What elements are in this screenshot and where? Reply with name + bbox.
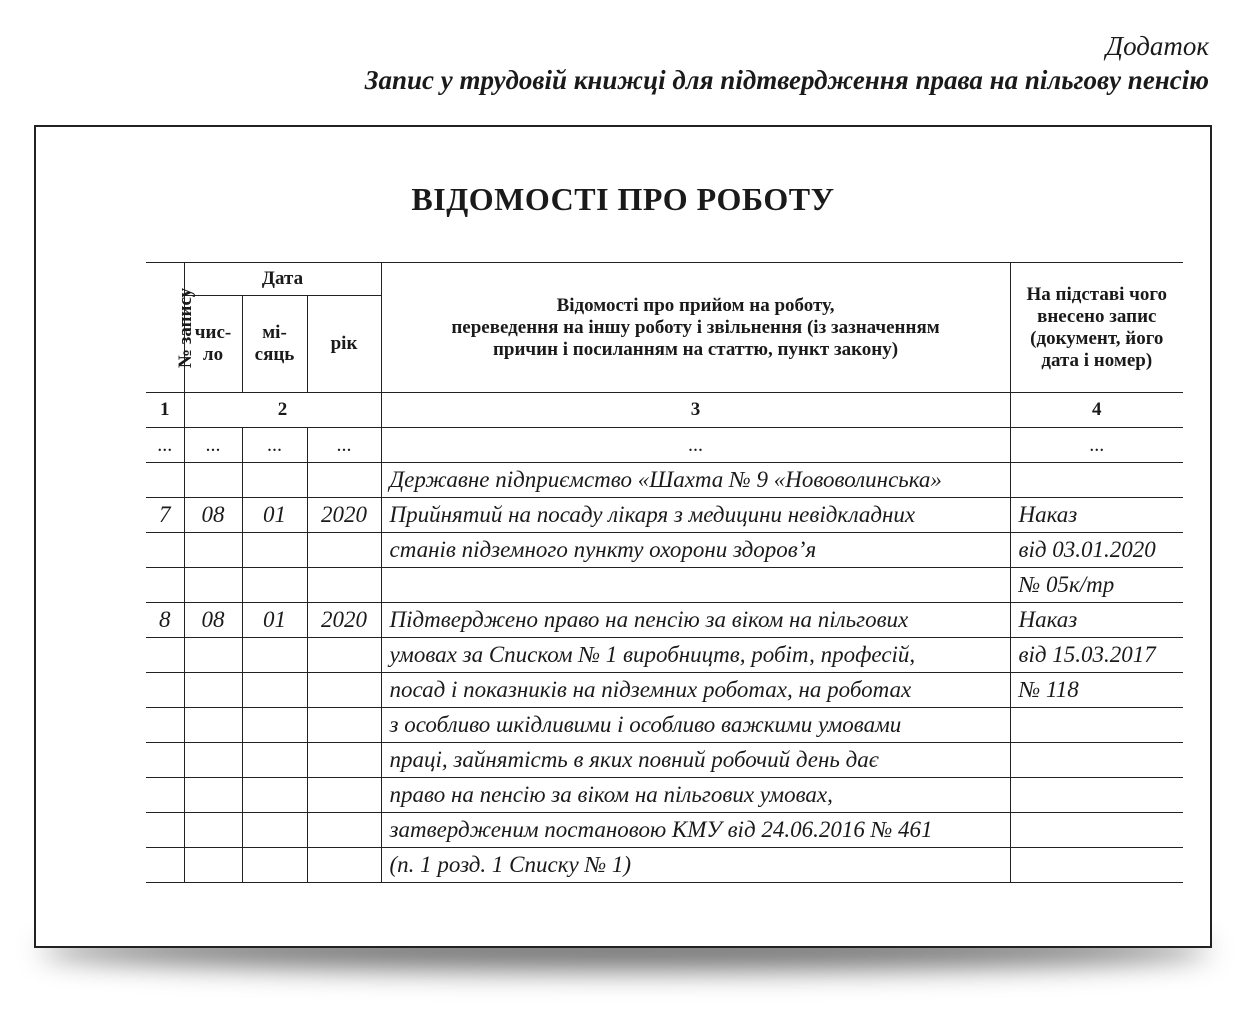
record-rows — [146, 463, 1183, 883]
day-cell: 08 — [184, 498, 242, 533]
table-row — [146, 498, 1183, 533]
table-row — [146, 533, 1183, 568]
month-cell — [242, 673, 307, 708]
table-row — [146, 463, 1183, 498]
workbook-sheet — [34, 125, 1212, 948]
column-number-3: 3 — [381, 393, 1010, 428]
details-cell: Підтверджено право на пенсію за віком на пільгових — [381, 603, 1010, 638]
header-row-top — [146, 263, 1183, 296]
basis-cell: від 03.01.2020 — [1010, 533, 1183, 568]
day-cell — [184, 743, 242, 778]
month-cell — [242, 463, 307, 498]
basis-cell: № 118 — [1010, 673, 1183, 708]
day-cell — [184, 813, 242, 848]
basis-cell — [1010, 778, 1183, 813]
month-cell — [242, 533, 307, 568]
ellipsis-cell: ... — [1010, 428, 1183, 463]
ellipsis-cell: ... — [307, 428, 381, 463]
year-cell — [307, 708, 381, 743]
header-month: мі- сяць — [242, 296, 307, 393]
record-no-cell — [146, 638, 184, 673]
day-cell — [184, 463, 242, 498]
header-date: Дата — [184, 263, 381, 296]
appendix-label: Додаток — [1105, 31, 1209, 61]
year-cell: 2020 — [307, 603, 381, 638]
table-row — [146, 778, 1183, 813]
basis-cell — [1010, 848, 1183, 883]
month-cell — [242, 848, 307, 883]
table-row — [146, 813, 1183, 848]
basis-cell — [1010, 708, 1183, 743]
details-cell: Прийнятий на посаду лікаря з медицини невідкладних — [381, 498, 1010, 533]
details-cell: станів підземного пункту охорони здоров’я — [381, 533, 1010, 568]
day-cell — [184, 638, 242, 673]
table-row — [146, 673, 1183, 708]
column-number-2: 2 — [184, 393, 381, 428]
month-cell: 01 — [242, 603, 307, 638]
table-row — [146, 603, 1183, 638]
record-no-cell — [146, 743, 184, 778]
year-cell — [307, 848, 381, 883]
details-cell: з особливо шкідливими і особливо важкими умовами — [381, 708, 1010, 743]
details-cell: затвердженим постановою КМУ від 24.06.2016 № 461 — [381, 813, 1010, 848]
day-cell — [184, 848, 242, 883]
record-no-cell — [146, 708, 184, 743]
day-cell — [184, 533, 242, 568]
basis-cell — [1010, 463, 1183, 498]
month-cell — [242, 638, 307, 673]
basis-cell: Наказ — [1010, 498, 1183, 533]
details-cell: праці, зайнятість в яких повний робочий день дає — [381, 743, 1010, 778]
details-cell: (п. 1 розд. 1 Списку № 1) — [381, 848, 1010, 883]
details-cell: посад і показників на підземних роботах, на роботах — [381, 673, 1010, 708]
year-cell — [307, 673, 381, 708]
header-record-no — [146, 263, 197, 393]
header-year: рік — [307, 296, 381, 393]
day-cell — [184, 673, 242, 708]
record-no-cell — [146, 533, 184, 568]
year-cell — [307, 533, 381, 568]
year-cell — [307, 568, 381, 603]
record-no-cell — [146, 673, 184, 708]
details-cell: Державне підприємство «Шахта № 9 «Нововолинська» — [381, 463, 1010, 498]
basis-cell: від 15.03.2017 — [1010, 638, 1183, 673]
ellipsis-row — [146, 428, 1183, 463]
month-cell: 01 — [242, 498, 307, 533]
table-row — [146, 743, 1183, 778]
ellipsis-cell: ... — [146, 428, 184, 463]
details-cell: право на пенсію за віком на пільгових умовах, — [381, 778, 1010, 813]
record-no-cell: 8 — [146, 603, 184, 638]
month-cell — [242, 568, 307, 603]
month-cell — [242, 813, 307, 848]
table-row — [146, 568, 1183, 603]
record-no-cell: 7 — [146, 498, 184, 533]
year-cell: 2020 — [307, 498, 381, 533]
header-details: Відомості про прийом на роботу, переведення на іншу роботу і звільнення (із зазначенням причин і посиланням на статтю, пункт закону) — [381, 263, 1010, 393]
day-cell: 08 — [184, 603, 242, 638]
table-row — [146, 848, 1183, 883]
record-no-cell — [146, 463, 184, 498]
details-cell — [381, 568, 1010, 603]
table-row — [146, 708, 1183, 743]
year-cell — [307, 743, 381, 778]
year-cell — [307, 813, 381, 848]
year-cell — [307, 778, 381, 813]
record-no-cell — [146, 778, 184, 813]
basis-cell: Наказ — [1010, 603, 1183, 638]
month-cell — [242, 708, 307, 743]
basis-cell: № 05к/тр — [1010, 568, 1183, 603]
sheet-title: ВІДОМОСТІ ПРО РОБОТУ — [411, 181, 835, 217]
records-table — [146, 262, 1183, 883]
table-row — [146, 638, 1183, 673]
header-basis: На підставі чого внесено запис (документ, його дата і номер) — [1010, 263, 1183, 393]
header-day: чис- ло — [184, 296, 242, 393]
details-cell: умовах за Списком № 1 виробництв, робіт, професій, — [381, 638, 1010, 673]
document-heading: Запис у трудовій книжці для підтвердження права на пільгову пенсію — [364, 65, 1209, 95]
column-number-row — [146, 393, 1183, 428]
ellipsis-cell: ... — [242, 428, 307, 463]
column-number-1: 1 — [146, 393, 184, 428]
basis-cell — [1010, 743, 1183, 778]
ellipsis-cell: ... — [184, 428, 242, 463]
year-cell — [307, 638, 381, 673]
day-cell — [184, 568, 242, 603]
year-cell — [307, 463, 381, 498]
column-number-4: 4 — [1010, 393, 1183, 428]
month-cell — [242, 778, 307, 813]
record-no-cell — [146, 568, 184, 603]
day-cell — [184, 778, 242, 813]
record-no-cell — [146, 813, 184, 848]
day-cell — [184, 708, 242, 743]
basis-cell — [1010, 813, 1183, 848]
month-cell — [242, 743, 307, 778]
ellipsis-cell: ... — [381, 428, 1010, 463]
record-no-cell — [146, 848, 184, 883]
header-record-no-label: № запису — [175, 287, 197, 368]
